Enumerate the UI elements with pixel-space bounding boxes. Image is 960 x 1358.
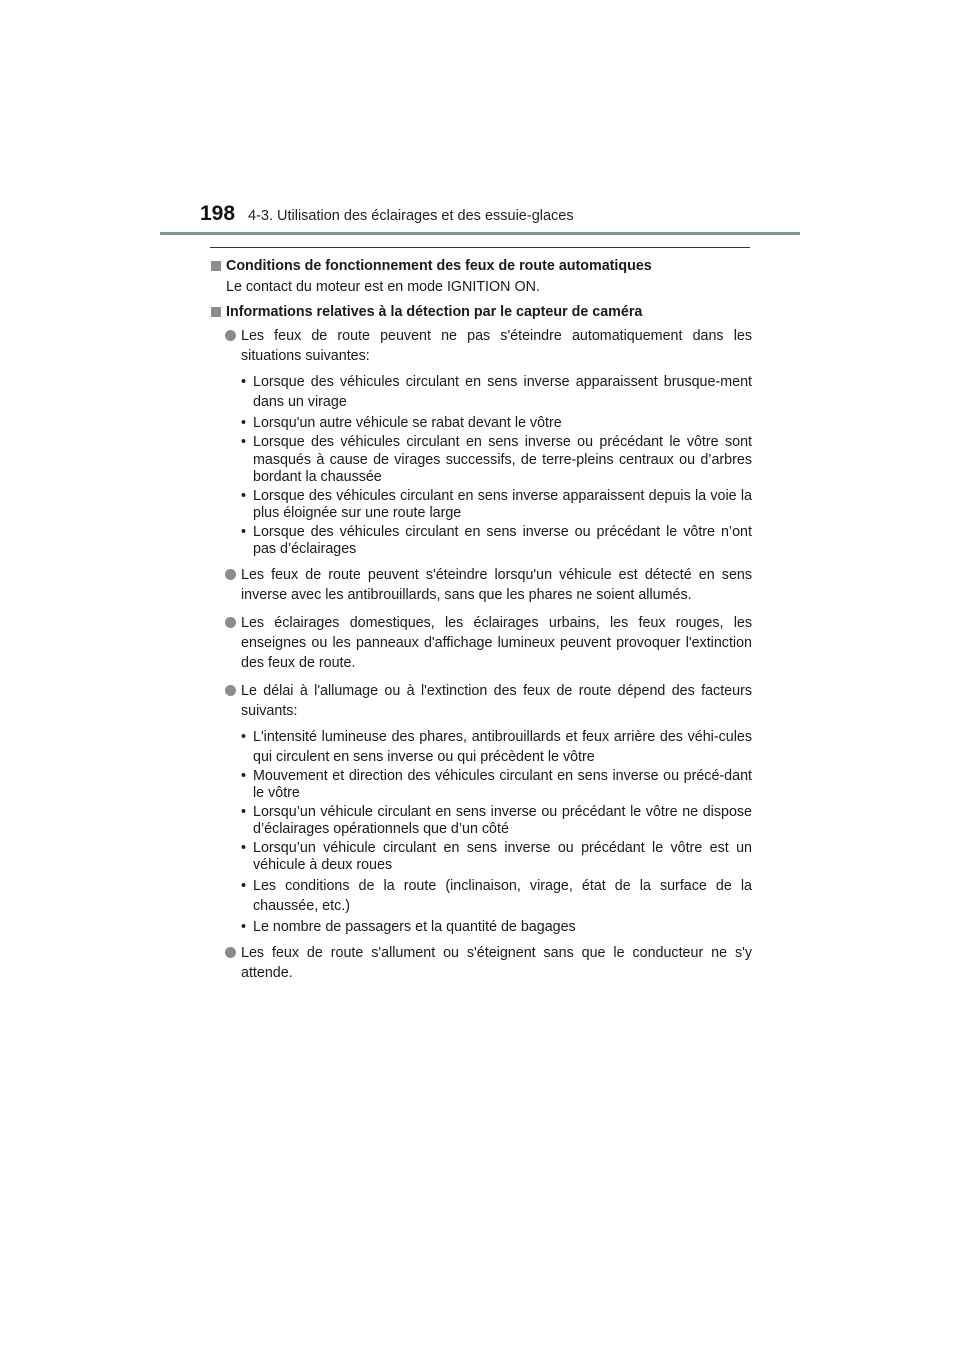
sub-item: • Les conditions de la route (inclinaison, virage, état de la surface de la chaussée, etc.) [241,877,752,914]
page-number: 198 [200,202,236,225]
sub-item: • Le nombre de passagers et la quantité de bagages [241,918,576,935]
sub-bullet-marker: • [241,487,247,504]
circle-bullet-icon [225,617,236,628]
sub-item: • Lorsque des véhicules circulant en sens inverse ou précédant le vôtre n’ont pas d’éclairages [241,523,752,557]
sub-item: • Lorsqu'un autre véhicule se rabat devant le vôtre [241,415,562,431]
sub-bullet-marker: • [241,918,247,935]
page-content [210,256,752,983]
sub-item: • Lorsque des véhicules circulant en sens inverse ou précédant le vôtre sont masqués à cause de virages successifs, de terre-pleins centraux ou d’arbres bordant la chaussée [241,434,752,485]
bullet-item: Les feux de route peuvent s'éteindre lorsqu'un véhicule est détecté en sens inverse avec les antibrouillards, sans que les phares ne soient allumés. [210,565,752,605]
square-bullet-icon [211,261,221,271]
chapter-title: 4-3. Utilisation des éclairages et des essuie-glaces [248,208,574,224]
sub-item: • Lorsqu’un véhicule circulant en sens inverse ou précédant le vôtre est un véhicule à deux roues [241,839,752,873]
sub-bullet-marker: • [241,415,247,431]
sub-bullet-marker: • [241,839,247,856]
bullet-item: Les feux de route s'allument ou s'éteignent sans que le conducteur ne s'y attende. [210,943,752,983]
sub-item: • Lorsque des véhicules circulant en sens inverse apparaissent depuis la voie la plus éloignée sur une route large [241,487,752,521]
sub-bullet-marker: • [241,877,247,894]
sub-bullet-marker: • [241,374,247,390]
circle-bullet-icon [225,330,236,341]
bullet-item: Les feux de route peuvent ne pas s'éteindre automatiquement dans les situations suivantes: [210,326,752,366]
sub-bullet-marker: • [241,728,247,745]
section-rule [210,247,750,248]
section-text: Le contact du moteur est en mode IGNITION ON. [226,279,540,295]
sub-item: • Lorsque des véhicules circulant en sens inverse apparaissent brusque-ment dans un virage [241,374,752,410]
circle-bullet-icon [225,947,236,958]
section-heading: Informations relatives à la détection par le capteur de caméra [210,302,752,322]
sub-item: • L'intensité lumineuse des phares, antibrouillards et feux arrière des véhi-cules qui circulent en sens inverse ou qui précèdent le vôtre [241,728,752,765]
bullet-item: Les éclairages domestiques, les éclairages urbains, les feux rouges, les enseignes ou les panneaux d'affichage lumineux peuvent provoquer l'extinction des feux de route. [210,613,752,673]
section-heading: Conditions de fonctionnement des feux de route automatiques [210,256,752,276]
sub-item: • Lorsqu’un véhicule circulant en sens inverse ou précédant le vôtre ne dispose d’éclairages opérationnels que d’un côté [241,803,752,837]
sub-list [210,727,752,937]
sub-bullet-marker: • [241,523,247,540]
sub-bullet-marker: • [241,434,247,450]
header-bar [160,232,800,235]
sub-bullet-marker: • [241,767,247,784]
sub-item: • Mouvement et direction des véhicules circulant en sens inverse ou précé-dant le vôtre [241,767,752,801]
circle-bullet-icon [225,685,236,696]
bullet-item: Le délai à l'allumage ou à l'extinction des feux de route dépend des facteurs suivants: [210,681,752,721]
circle-bullet-icon [225,569,236,580]
square-bullet-icon [211,307,221,317]
sub-bullet-marker: • [241,803,247,820]
sub-list [210,372,752,559]
